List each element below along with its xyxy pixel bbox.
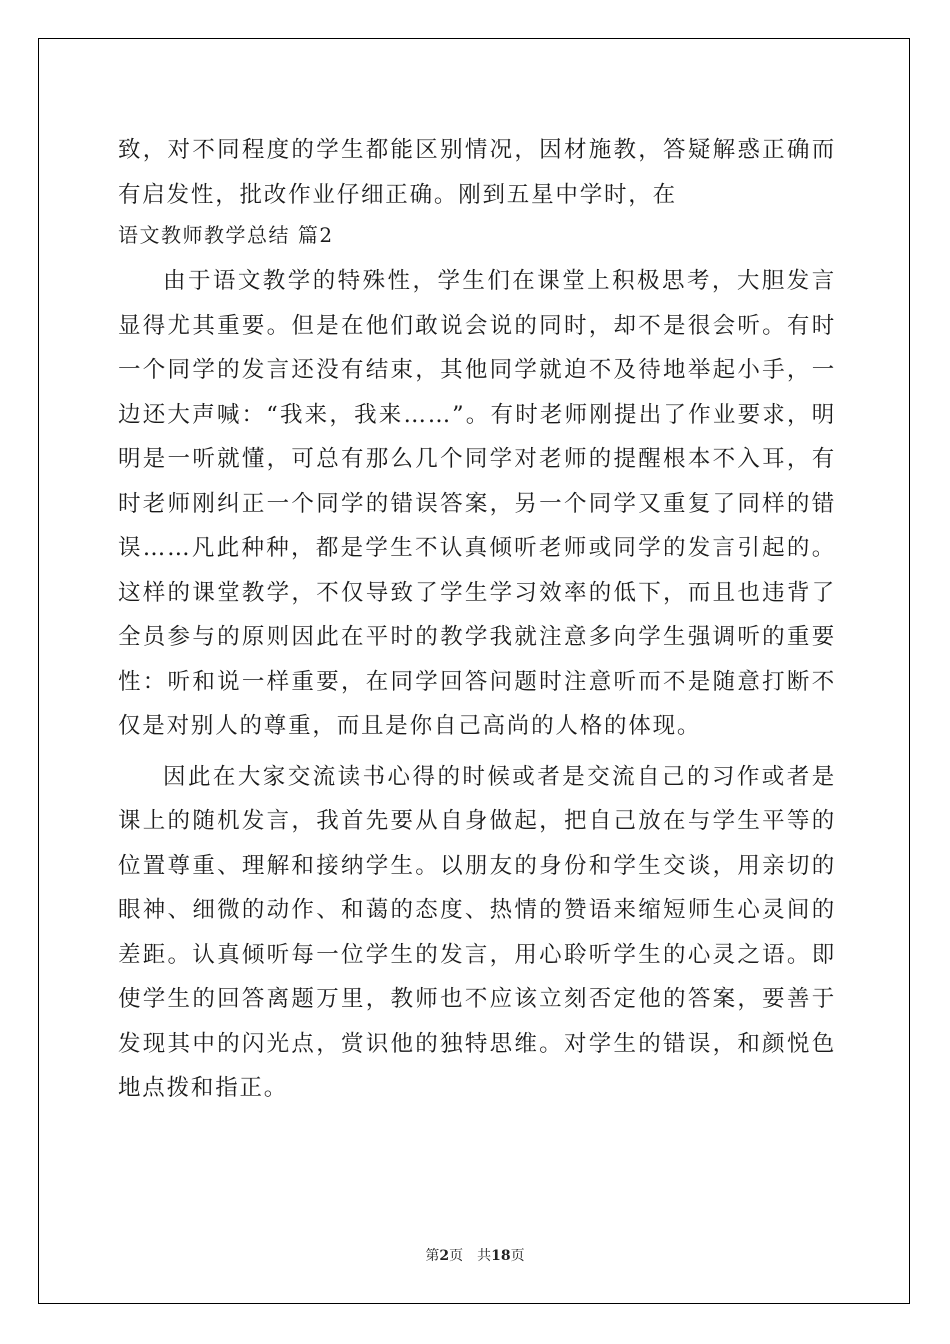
footer-prefix: 第 bbox=[425, 1248, 440, 1264]
document-body bbox=[118, 128, 836, 1111]
page-footer bbox=[0, 1245, 950, 1265]
footer-suffix: 页 bbox=[510, 1248, 525, 1264]
footer-mid: 页 共 bbox=[449, 1248, 492, 1264]
section-heading: 语文教师教学总结 篇2 bbox=[118, 223, 334, 247]
paragraph-2: 因此在大家交流读书心得的时候或者是交流自己的习作或者是课上的随机发言，我首先要从自身做起，把自己放在与学生平等的位置尊重、理解和接纳学生。以朋友的身份和学生交谈，用亲切的眼神、细微的动作、和蔼的态度、热情的赞语来缩短师生心灵间的差距。认真倾听每一位学生的发言，用心聆听学生的心灵之语。即使学生的回答离题万里，教师也不应该立刻否定他的答案，要善于发现其中的闪光点，赏识他的独特思维。对学生的错误，和颜悦色地点拨和指正。 bbox=[118, 763, 836, 1101]
paragraph-continued: 致，对不同程度的学生都能区别情况，因材施教，答疑解惑正确而有启发性，批改作业仔细正确。刚到五星中学时，在 bbox=[118, 137, 836, 208]
paragraph-1: 由于语文教学的特殊性，学生们在课堂上积极思考，大胆发言显得尤其重要。但是在他们敢说会说的同时，却不是很会听。有时一个同学的发言还没有结束，其他同学就迫不及待地举起小手，一边还大声喊：“我来，我来……”。有时老师刚提出了作业要求，明明是一听就懂，可总有那么几个同学对老师的提醒根本不入耳，有时老师刚纠正一个同学的错误答案，另一个同学又重复了同样的错误……凡此种种，都是学生不认真倾听老师或同学的发言引起的。这样的课堂教学，不仅导致了学生学习效率的低下，而且也违背了全员参与的原则因此在平时的教学我就注意多向学生强调听的重要性：听和说一样重要，在同学回答问题时注意听而不是随意打断不仅是对别人的尊重，而且是你自己高尚的人格的体现。 bbox=[118, 268, 836, 739]
total-page-number: 18 bbox=[491, 1248, 511, 1264]
current-page-number: 2 bbox=[439, 1248, 450, 1264]
